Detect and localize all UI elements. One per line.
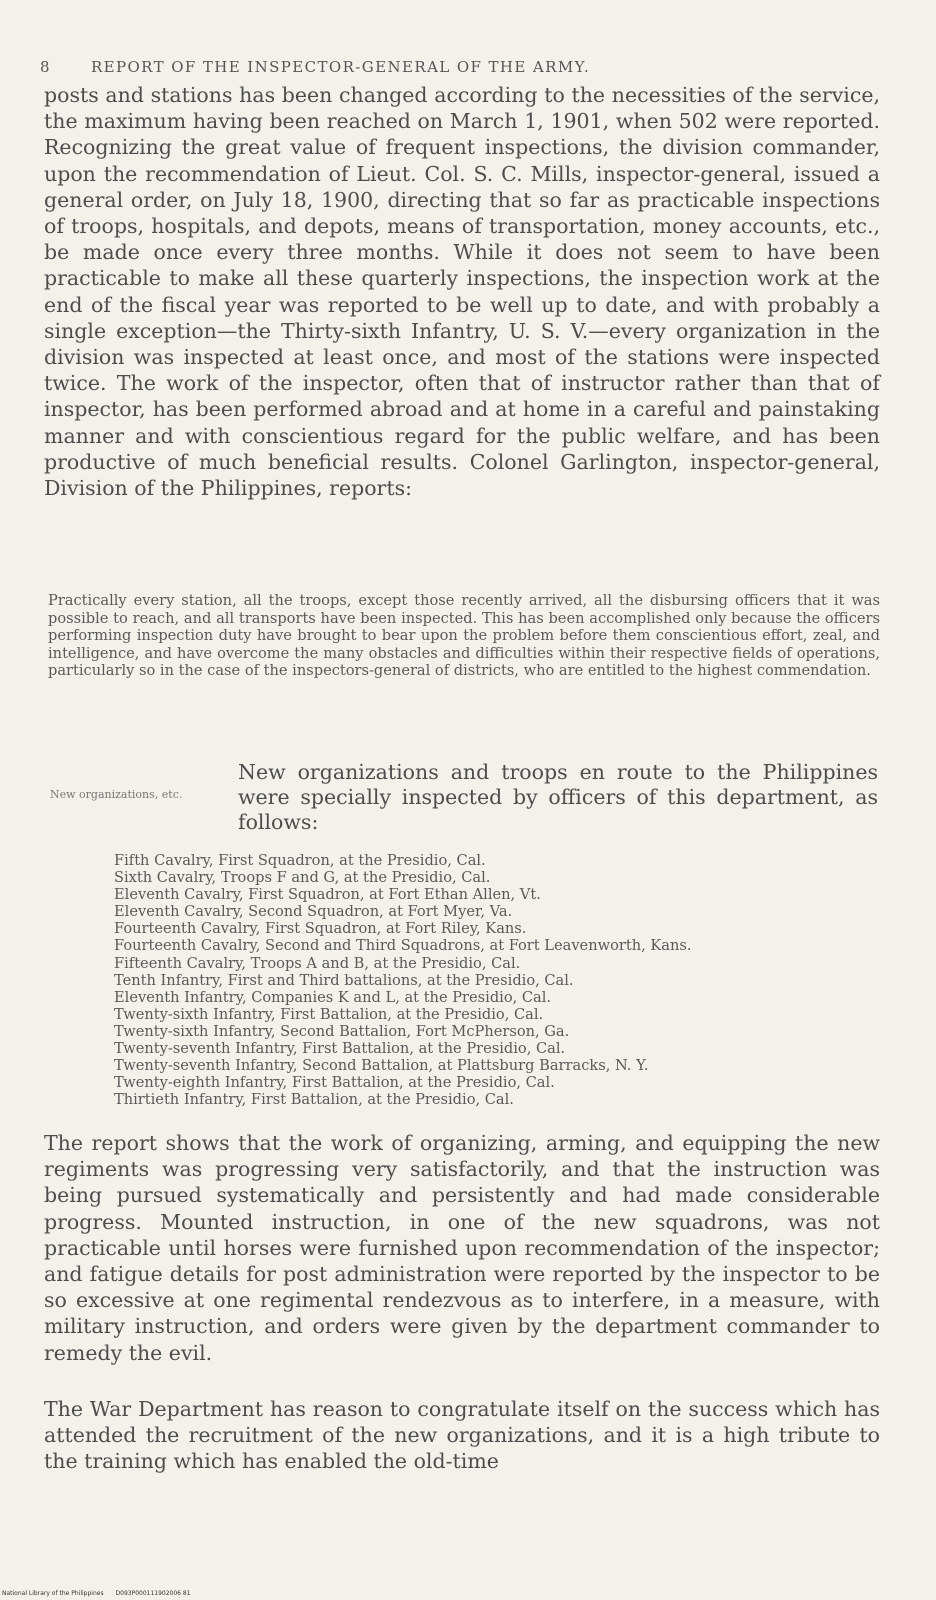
body-paragraph-1: posts and stations has been changed according to the necessities of the service, the maximum having been reached on March 1, 1901, when 502 were reported. Recognizing the great value of frequent inspections, the division commander, upon the recommendation of Lieut. Col. S. C. Mills, inspector-general, issued a general order, on July 18, 1900, directing that so far as practicable inspections of troops, hospitals, and depots, means of transportation, money accounts, etc., be made once every three months. While it does not seem to have been practicable to make all these quarterly inspections, the inspection work at the end of the fiscal year was reported to be well up to date, and with probably a single exception—the Thirty-sixth Infantry, U. S. V.—every organization in the division was inspected at least once, and most of the stations were inspected twice. The work of the inspector, often that of instructor rather than that of inspector, has been performed abroad and at home in a careful and painstaking manner and with conscientious regard for the public welfare, and has been productive of much beneficial results. Colonel Garlington, inspector-general, Division of the Philippines, reports: [44, 83, 880, 501]
list-item: Twenty-sixth Infantry, First Battalion, at the Presidio, Cal. [114, 1005, 544, 1023]
page-number: 8 [40, 58, 51, 76]
list-item: Twenty-seventh Infantry, Second Battalion, at Plattsburg Barracks, N. Y. [114, 1057, 649, 1075]
margin-note: New organizations, etc. [50, 788, 183, 801]
list-item: Twenty-sixth Infantry, Second Battalion, Fort McPherson, Ga. [114, 1022, 570, 1040]
footer-identifier: D093P000111902006 81 [115, 1590, 191, 1597]
list-item: Eleventh Cavalry, Second Squadron, at Fort Myer, Va. [114, 903, 513, 921]
list-item: Sixth Cavalry, Troops F and G, at the Presidio, Cal. [114, 869, 491, 887]
footer-library: National Library of the Philippines [2, 1590, 104, 1597]
block-quote: Practically every station, all the troops, except those recently arrived, all the disbursing officers that it was possible to reach, and all transports have been inspected. This has been accomplished only because the officers performing inspection duty have brought to bear upon the problem before them conscientious effort, zeal, and intelligence, and have overcome the many obstacles and difficulties within their respective fields of operations, particularly so in the case of the inspectors-general of districts, who are entitled to the highest commendation. [48, 592, 880, 680]
list-item: Fifth Cavalry, First Squadron, at the Presidio, Cal. [114, 852, 486, 869]
body-paragraph-2: The report shows that the work of organizing, arming, and equipping the new regiments was progressing very satisfactorily, and that the instruction was being pursued systematically and persistently and had made considerable progress. Mounted instruction, in one of the new squadrons, was not practicable until horses were furnished upon recommendation of the inspector; and fatigue details for post administration were reported by the inspector to be so excessive at one regimental rendezvous as to interfere, in a measure, with military instruction, and orders were given by the department commander to remedy the evil. [44, 1131, 880, 1365]
list-item: Twenty-eighth Infantry, First Battalion, at the Presidio, Cal. [114, 1074, 555, 1092]
list-item: Fifteenth Cavalry, Troops A and B, at the Presidio, Cal. [114, 954, 521, 972]
list-item: Thirtieth Infantry, First Battalion, at the Presidio, Cal. [114, 1091, 514, 1109]
running-header [40, 58, 800, 76]
running-title: REPORT OF THE INSPECTOR-GENERAL OF THE ARMY. [90, 58, 591, 76]
scan-footer [2, 1590, 191, 1597]
list-item: Tenth Infantry, First and Third battalions, at the Presidio, Cal. [114, 971, 574, 989]
unit-list [114, 852, 894, 1108]
list-item: Eleventh Cavalry, First Squadron, at Fort Ethan Allen, Vt. [114, 886, 541, 904]
list-item: Fourteenth Cavalry, Second and Third Squadrons, at Fort Leavenworth, Kans. [114, 937, 692, 955]
list-item: Eleventh Infantry, Companies K and L, at the Presidio, Cal. [114, 988, 552, 1006]
list-intro-paragraph: New organizations and troops en route to the Philippines were specially inspected by officers of this department, as follows: [238, 760, 878, 834]
list-item: Twenty-seventh Infantry, First Battalion, at the Presidio, Cal. [114, 1040, 566, 1058]
body-paragraph-3: The War Department has reason to congratulate itself on the success which has attended the recruitment of the new organizations, and it is a high tribute to the training which has enabled the old-time [44, 1397, 880, 1474]
list-item: Fourteenth Cavalry, First Squadron, at Fort Riley, Kans. [114, 920, 527, 938]
